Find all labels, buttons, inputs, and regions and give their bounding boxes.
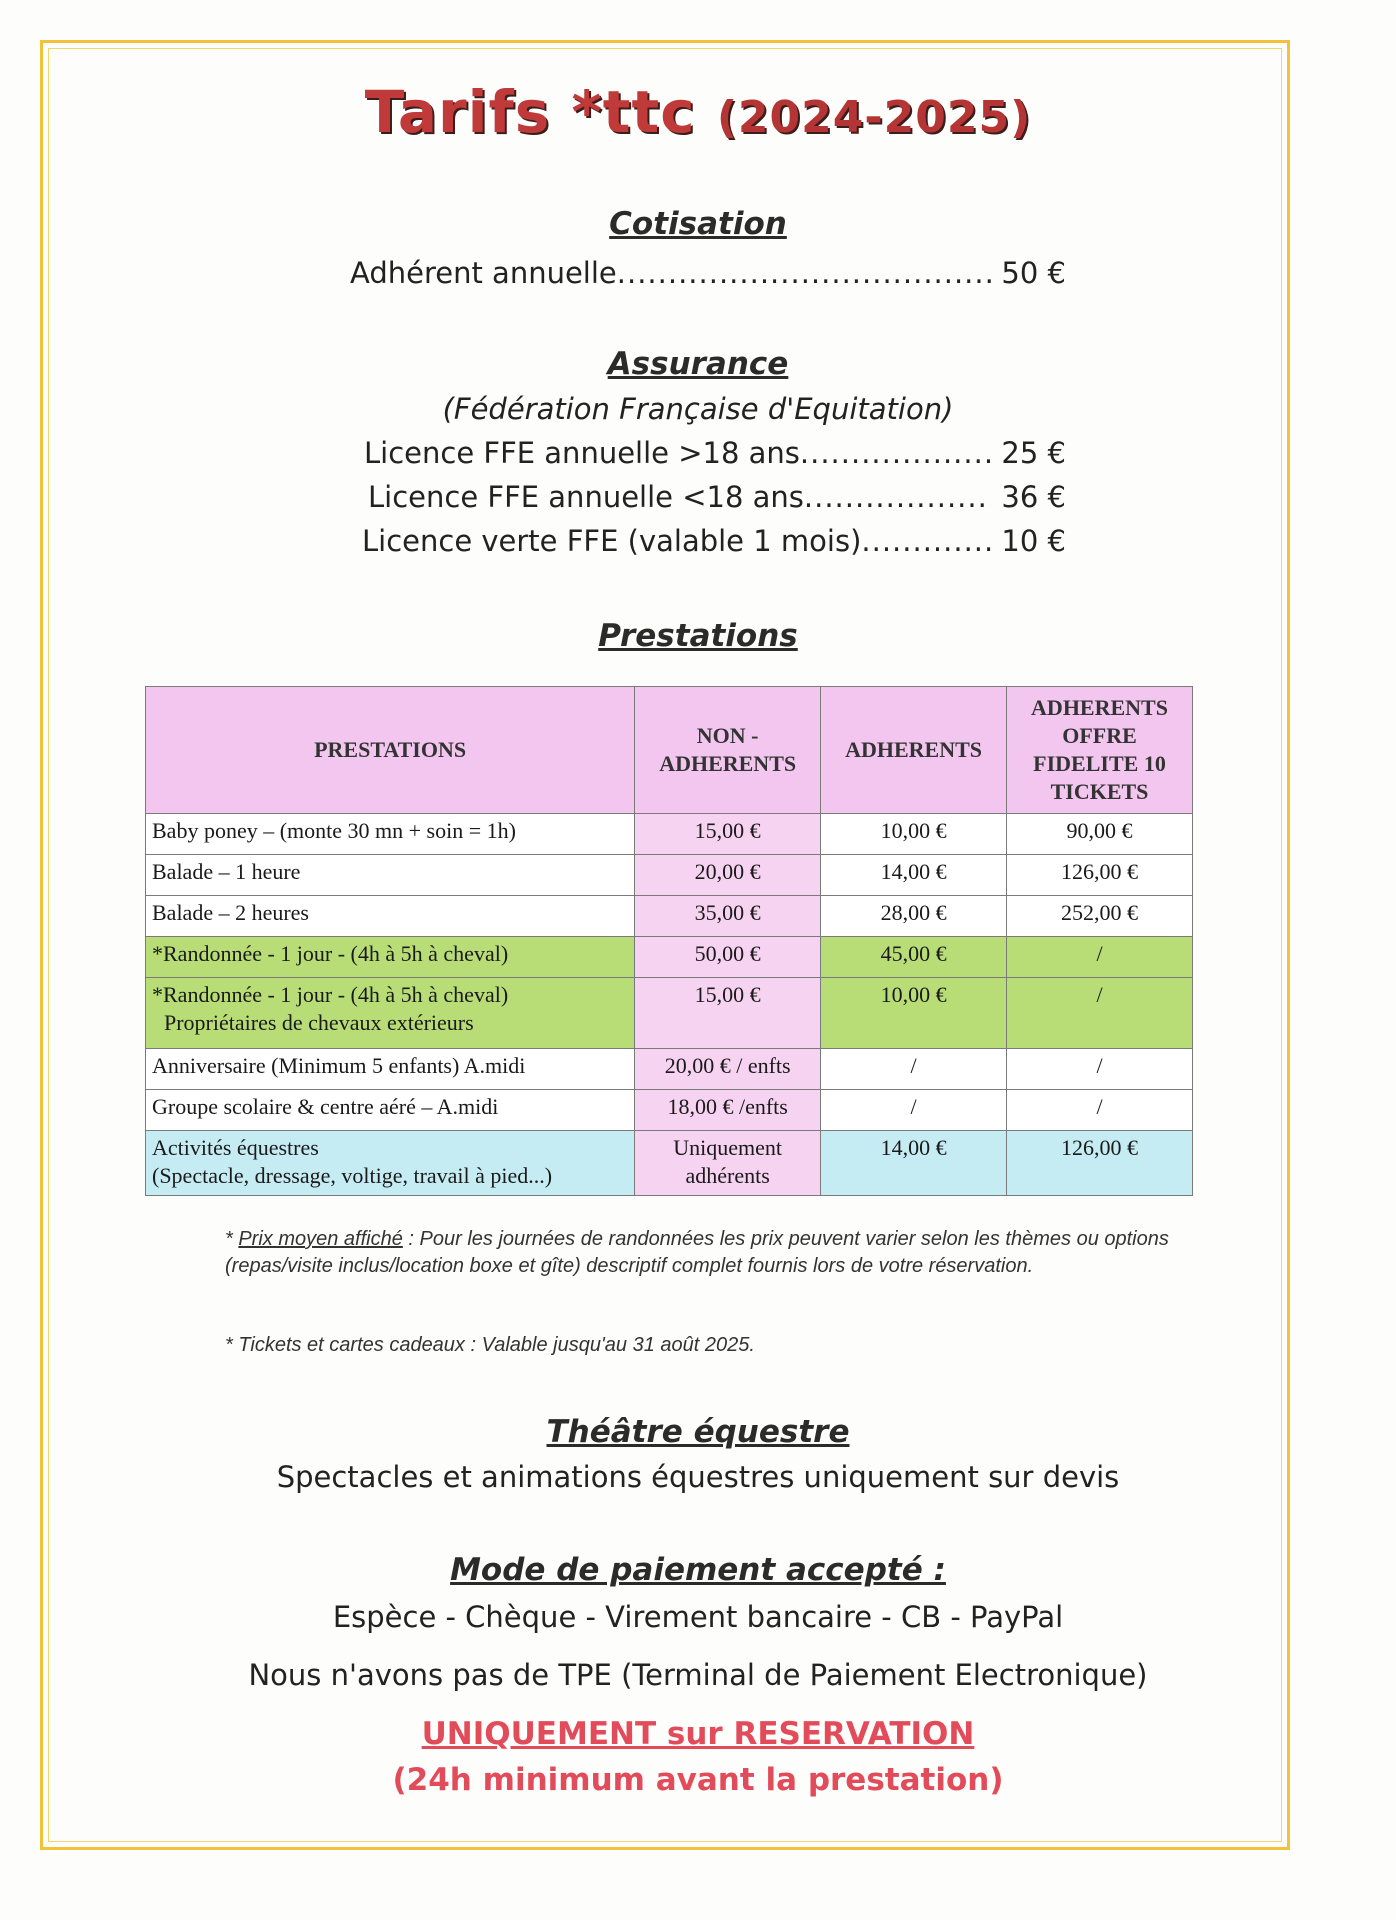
theatre-text: Spectacles et animations équestres uniquement sur devis <box>276 1460 1120 1494</box>
cell-fidelite: / <box>1007 937 1193 978</box>
table-row <box>146 1131 1193 1196</box>
assurance-label: Licence FFE annuelle >18 ans <box>364 436 800 470</box>
note-prix-moyen <box>225 1226 1185 1280</box>
title-years: (2024-2025) <box>716 92 1032 143</box>
assurance-item-2 <box>368 480 1066 514</box>
cell-adherents: 10,00 € <box>821 814 1007 855</box>
cell-adherents: 10,00 € <box>821 978 1007 1049</box>
table-row <box>146 978 1193 1049</box>
reservation-line2: (24h minimum avant la prestation) <box>392 1762 1004 1798</box>
cell-adherents: / <box>821 1090 1007 1131</box>
cell-fidelite: 252,00 € <box>1007 896 1193 937</box>
assurance-price: 10 € <box>1001 524 1066 558</box>
note-prix-moyen-text: : Pour les journées de randonnées les prix peuvent varier selon les thèmes ou options (repas/visite inclus/location boxe et gîte) descriptif complet fournis lors de votre réservation. <box>225 1228 1169 1277</box>
row-label <box>146 1131 635 1196</box>
dot-leader <box>800 436 992 470</box>
assurance-item-3 <box>362 524 1066 558</box>
assurance-label: Licence verte FFE (valable 1 mois) <box>362 524 862 558</box>
cotisation-label: Adhérent annuelle <box>350 256 617 290</box>
table-row <box>146 855 1193 896</box>
paiement-heading: Mode de paiement accepté : <box>450 1552 946 1588</box>
cell-non-adherents: 20,00 € / enfts <box>635 1049 821 1090</box>
table-row <box>146 814 1193 855</box>
assurance-heading: Assurance <box>607 346 789 382</box>
assurance-label: Licence FFE annuelle <18 ans <box>368 480 804 514</box>
row-label: Groupe scolaire & centre aéré – A.midi <box>146 1090 635 1131</box>
row-label-line2: (Spectacle, dressage, voltige, travail à pied...) <box>152 1163 553 1188</box>
cell-non-adherents: 15,00 € <box>635 978 821 1049</box>
cell-fidelite: 126,00 € <box>1007 1131 1193 1196</box>
dot-leader <box>617 256 992 290</box>
note-prix-moyen-label: Prix moyen affiché <box>238 1228 403 1250</box>
row-label: Anniversaire (Minimum 5 enfants) A.midi <box>146 1049 635 1090</box>
cell-non-adherents: 50,00 € <box>635 937 821 978</box>
cell-adherents: 14,00 € <box>821 855 1007 896</box>
row-label-line1: Activités équestres <box>152 1135 319 1160</box>
cell-fidelite: / <box>1007 1049 1193 1090</box>
dot-leader <box>861 524 991 558</box>
cell-adherents: / <box>821 1049 1007 1090</box>
cell-fidelite: 90,00 € <box>1007 814 1193 855</box>
row-label-line2: Propriétaires de chevaux extérieurs <box>164 1010 474 1035</box>
note-prefix: * <box>225 1228 239 1250</box>
header-fidelite: ADHERENTS OFFRE FIDELITE 10 TICKETS <box>1007 687 1193 814</box>
cell-non-adherents: 35,00 € <box>635 896 821 937</box>
cell-adherents: 45,00 € <box>821 937 1007 978</box>
page-title <box>0 78 1396 146</box>
assurance-price: 25 € <box>1001 436 1066 470</box>
dot-leader <box>804 480 992 514</box>
cell-non-adherents: Uniquement adhérents <box>635 1131 821 1196</box>
cell-fidelite: / <box>1007 978 1193 1049</box>
prestations-table <box>145 686 1193 1196</box>
cotisation-item <box>350 256 1066 290</box>
reservation-line1: UNIQUEMENT sur RESERVATION <box>421 1716 975 1752</box>
title-main: Tarifs *ttc <box>364 78 696 146</box>
table-row <box>146 896 1193 937</box>
theatre-heading: Théâtre équestre <box>546 1414 850 1450</box>
cell-fidelite: 126,00 € <box>1007 855 1193 896</box>
header-adherents: ADHERENTS <box>821 687 1007 814</box>
header-non-adherents: NON - ADHERENTS <box>635 687 821 814</box>
paiement-methods: Espèce - Chèque - Virement bancaire - CB - PayPal <box>332 1600 1064 1634</box>
cotisation-price: 50 € <box>1001 256 1066 290</box>
table-row <box>146 1049 1193 1090</box>
row-label: *Randonnée - 1 jour - (4h à 5h à cheval) <box>146 937 635 978</box>
header-prestations: PRESTATIONS <box>146 687 635 814</box>
row-label: Balade – 1 heure <box>146 855 635 896</box>
cell-non-adherents: 20,00 € <box>635 855 821 896</box>
row-label: Balade – 2 heures <box>146 896 635 937</box>
cell-non-adherents: 15,00 € <box>635 814 821 855</box>
assurance-subheading: (Fédération Française d'Equitation) <box>442 392 954 426</box>
note-tickets: * Tickets et cartes cadeaux : Valable jusqu'au 31 août 2025. <box>225 1334 755 1356</box>
table-header-row <box>146 687 1193 814</box>
row-label: Baby poney – (monte 30 mn + soin = 1h) <box>146 814 635 855</box>
cotisation-heading: Cotisation <box>609 206 787 242</box>
table-row <box>146 937 1193 978</box>
assurance-item-1 <box>364 436 1066 470</box>
cell-adherents: 28,00 € <box>821 896 1007 937</box>
cell-adherents: 14,00 € <box>821 1131 1007 1196</box>
row-label-line1: *Randonnée - 1 jour - (4h à 5h à cheval) <box>152 982 509 1007</box>
cell-non-adherents: 18,00 € /enfts <box>635 1090 821 1131</box>
prestations-heading: Prestations <box>598 618 798 654</box>
row-label <box>146 978 635 1049</box>
cell-fidelite: / <box>1007 1090 1193 1131</box>
paiement-no-tpe: Nous n'avons pas de TPE (Terminal de Paiement Electronique) <box>248 1658 1148 1692</box>
table-row <box>146 1090 1193 1131</box>
assurance-price: 36 € <box>1001 480 1066 514</box>
